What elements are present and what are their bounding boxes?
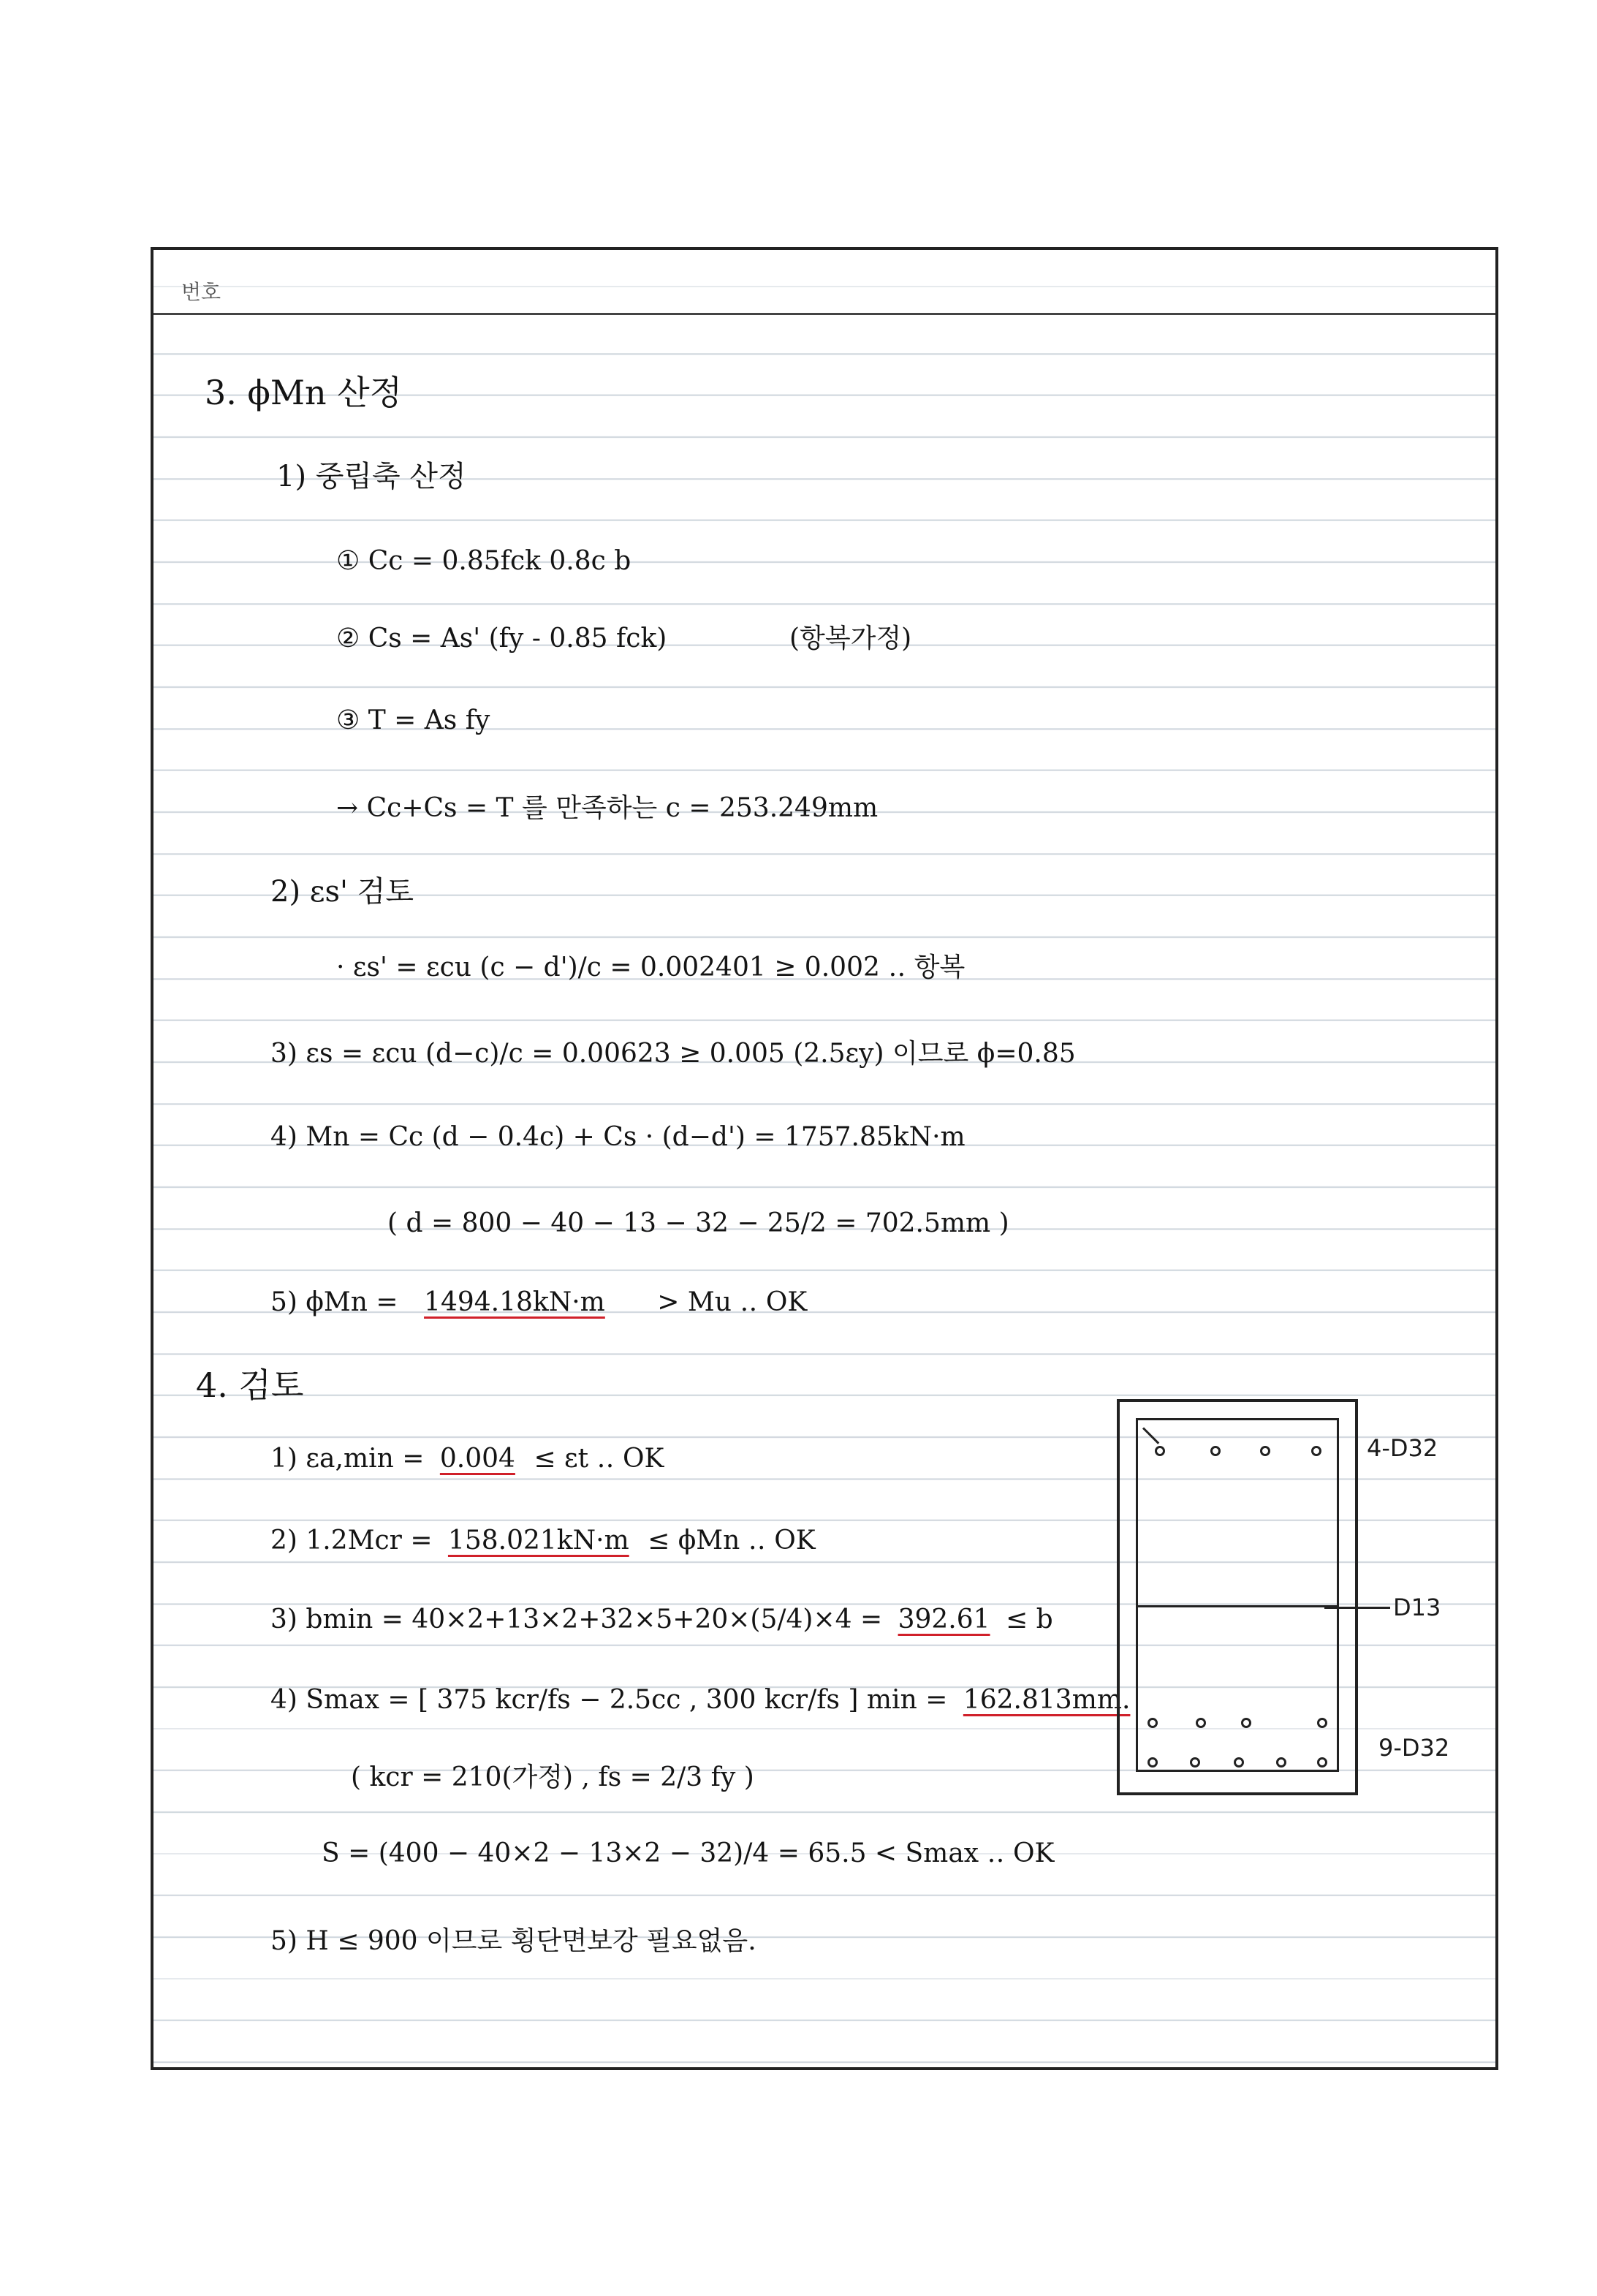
bottom-bar	[1234, 1757, 1244, 1768]
bottom-bar	[1196, 1718, 1206, 1728]
s3-eq-t: ③ T = As fy	[336, 705, 490, 735]
s3-strain-tension: 3) εs = εcu (d−c)/c = 0.00623 ≥ 0.005 (2.5εy) 이므로 ϕ=0.85	[270, 1039, 1076, 1069]
section3-heading: 3. ϕMn 산정	[205, 373, 403, 412]
s3-eq-cc: ① Cc = 0.85fck 0.8c b	[336, 546, 631, 576]
s4-spacing-check: S = (400 − 40×2 − 13×2 − 32)/4 = 65.5 < Smax ‥ OK	[322, 1838, 1055, 1868]
s3-neutral-axis-result: → Cc+Cs = T 를 만족하는 c = 253.249mm	[336, 793, 879, 823]
s4-bmin-suffix: ≤ b	[1006, 1604, 1053, 1634]
stirrup-leader	[1324, 1607, 1390, 1609]
s4-min-strain-check	[270, 1446, 664, 1472]
s4-bmin-prefix: 3) bmin = 40×2+13×2+32×5+20×(5/4)×4 =	[270, 1604, 883, 1634]
top-bar	[1210, 1446, 1221, 1456]
s4-smax-value: 162.813mm.	[963, 1685, 1131, 1715]
s3-design-moment-value: 1494.18kN·m	[424, 1287, 605, 1317]
s4-spacing-assumption: ( kcr = 210(가정) , fs = 2/3 fy )	[351, 1762, 754, 1792]
s4-skin-reinforcement: 5) H ≤ 900 이므로 횡단면보강 필요없음.	[270, 1926, 756, 1956]
s4-cracking-moment-check	[270, 1528, 816, 1554]
top-bar	[1155, 1446, 1165, 1456]
header-number-label: 번호	[181, 280, 221, 304]
s4-cracking-suffix: ≤ ϕMn ‥ OK	[648, 1526, 816, 1556]
beam-section-diagram	[1117, 1399, 1365, 1808]
s4-smax-prefix: 4) Smax = [ 375 kcr/fs − 2.5cc , 300 kcr/fs ] min =	[270, 1685, 948, 1715]
s4-bmin-value: 392.61	[898, 1604, 990, 1634]
bottom-bar	[1148, 1718, 1158, 1728]
top-bar-label: 4-D32	[1367, 1434, 1438, 1462]
bottom-bar-label: 9-D32	[1378, 1734, 1450, 1762]
stirrup-outline	[1136, 1418, 1339, 1772]
top-bar	[1311, 1446, 1321, 1456]
bottom-bar	[1317, 1718, 1327, 1728]
stirrup-label: D13	[1393, 1594, 1441, 1621]
s3-item1-title: 1) 중립축 산정	[276, 460, 466, 493]
s4-max-spacing	[270, 1687, 1130, 1713]
s4-min-strain-value: 0.004	[439, 1444, 515, 1474]
section-mid-line	[1136, 1605, 1339, 1607]
bottom-bar	[1241, 1718, 1251, 1728]
s4-min-strain-prefix: 1) εa,min =	[270, 1444, 425, 1474]
s4-min-strain-suffix: ≤ εt ‥ OK	[534, 1444, 664, 1474]
s4-cracking-prefix: 2) 1.2Mcr =	[270, 1526, 433, 1556]
s4-cracking-value: 158.021kN·m	[447, 1526, 629, 1556]
s4-min-width-check	[270, 1604, 1053, 1634]
s3-strain-compression: · εs' = εcu (c − d')/c = 0.002401 ≥ 0.002 ‥ 항복	[336, 952, 966, 982]
s3-nominal-moment: 4) Mn = Cc (d − 0.4c) + Cs · (d−d') = 1757.85kN·m	[270, 1122, 966, 1152]
s3-design-moment-suffix: > Mu ‥ OK	[657, 1287, 808, 1317]
s3-design-moment	[270, 1289, 807, 1316]
bottom-bar	[1276, 1757, 1286, 1768]
s3-item2-title: 2) εs' 검토	[270, 875, 414, 909]
header-rule	[153, 313, 1495, 315]
section4-heading: 4. 검토	[196, 1365, 304, 1405]
bottom-bar	[1148, 1757, 1158, 1768]
s3-eq-cs: ② Cs = As' (fy - 0.85 fck)	[336, 624, 667, 653]
s3-eq-cs-note: (항복가정)	[789, 624, 912, 653]
s3-design-moment-prefix: 5) ϕMn =	[270, 1287, 398, 1317]
bottom-bar	[1190, 1757, 1200, 1768]
s3-effective-depth-note: ( d = 800 − 40 − 13 − 32 − 25/2 = 702.5mm )	[387, 1208, 1009, 1238]
top-bar	[1260, 1446, 1270, 1456]
bottom-bar	[1317, 1757, 1327, 1768]
